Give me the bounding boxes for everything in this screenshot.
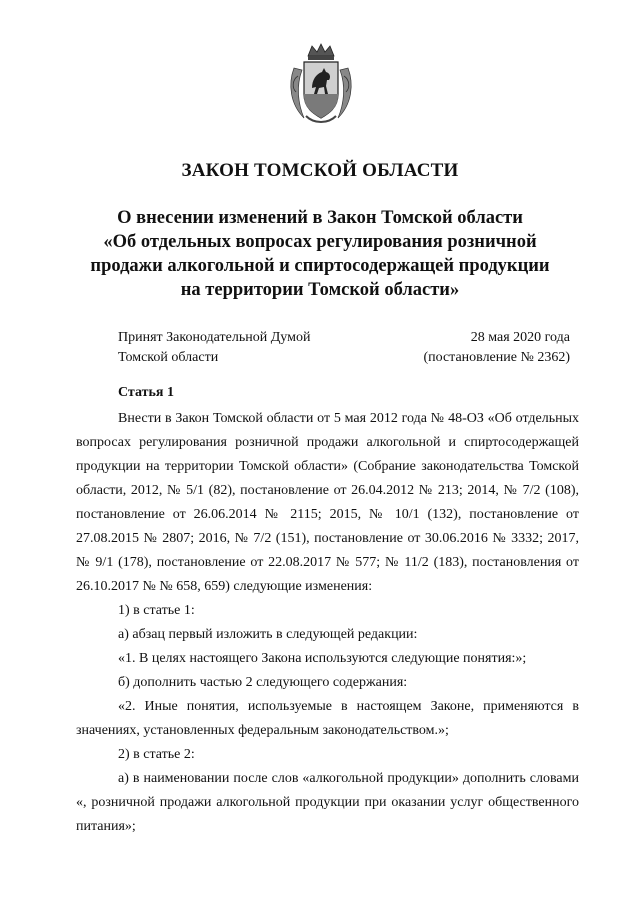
- subtitle-line: «Об отдельных вопросах регулирования розничной: [103, 232, 537, 252]
- subtitle-line: на территории Томской области»: [180, 280, 460, 300]
- body-paragraph: 2) в статье 2:: [118, 747, 195, 762]
- article-heading: Статья 1: [118, 385, 174, 400]
- adoption-date: [423, 328, 570, 368]
- subtitle-line: О внесении изменений в Закон Томской области: [117, 208, 523, 228]
- body-paragraph: а) абзац первый изложить в следующей редакции:: [118, 627, 418, 642]
- adoption-body: [118, 328, 310, 368]
- adoption-body-line: Томской области: [118, 350, 219, 365]
- body-paragraph: «1. В целях настоящего Закона используются следующие понятия:»;: [118, 651, 527, 666]
- adoption-resolution-line: (постановление № 2362): [423, 350, 570, 365]
- subtitle-line: продажи алкогольной и спиртосодержащей продукции: [90, 256, 550, 276]
- adoption-date-line: 28 мая 2020 года: [470, 330, 570, 345]
- law-subtitle: [60, 206, 580, 302]
- adoption-body-line: Принят Законодательной Думой: [118, 330, 311, 345]
- body-paragraph: «2. Иные понятия, используемые в настоящем Законе, применяются в значениях, установленных федеральным законодательством.»;: [76, 699, 579, 738]
- body-paragraph: Внести в Закон Томской области от 5 мая 2012 года № 48-ОЗ «Об отдельных вопросах регулирования розничной продажи алкогольной и спиртосодержащей продукции на территории Томской области» (Собрание законодательства Томской области, 2012, № 5/1 (82), постановление от 26.04.2012 № 213; 2014, № 7/2 (108), постановление от 26.06.2014 № 2115; 2015, № 10/1 (132), постановление от 27.08.2015 № 2807; 2016, № 7/2 (151), постановление от 30.06.2016 № 3332; 2017, № 9/1 (178), постановление от 22.08.2017 № 577; № 11/2 (183), постановления от 26.10.2017 № № 658, 659) следующие изменения:: [76, 411, 579, 594]
- tomsk-coat-of-arms-emblem: [286, 42, 356, 126]
- law-title: ЗАКОН ТОМСКОЙ ОБЛАСТИ: [181, 160, 459, 181]
- body-paragraph: а) в наименовании после слов «алкогольной продукции» дополнить словами «, розничной продажи алкогольной продукции при оказании услуг общественного питания»;: [76, 771, 579, 834]
- article-body: [76, 407, 579, 839]
- body-paragraph: 1) в статье 1:: [118, 603, 195, 618]
- body-paragraph: б) дополнить частью 2 следующего содержания:: [118, 675, 408, 690]
